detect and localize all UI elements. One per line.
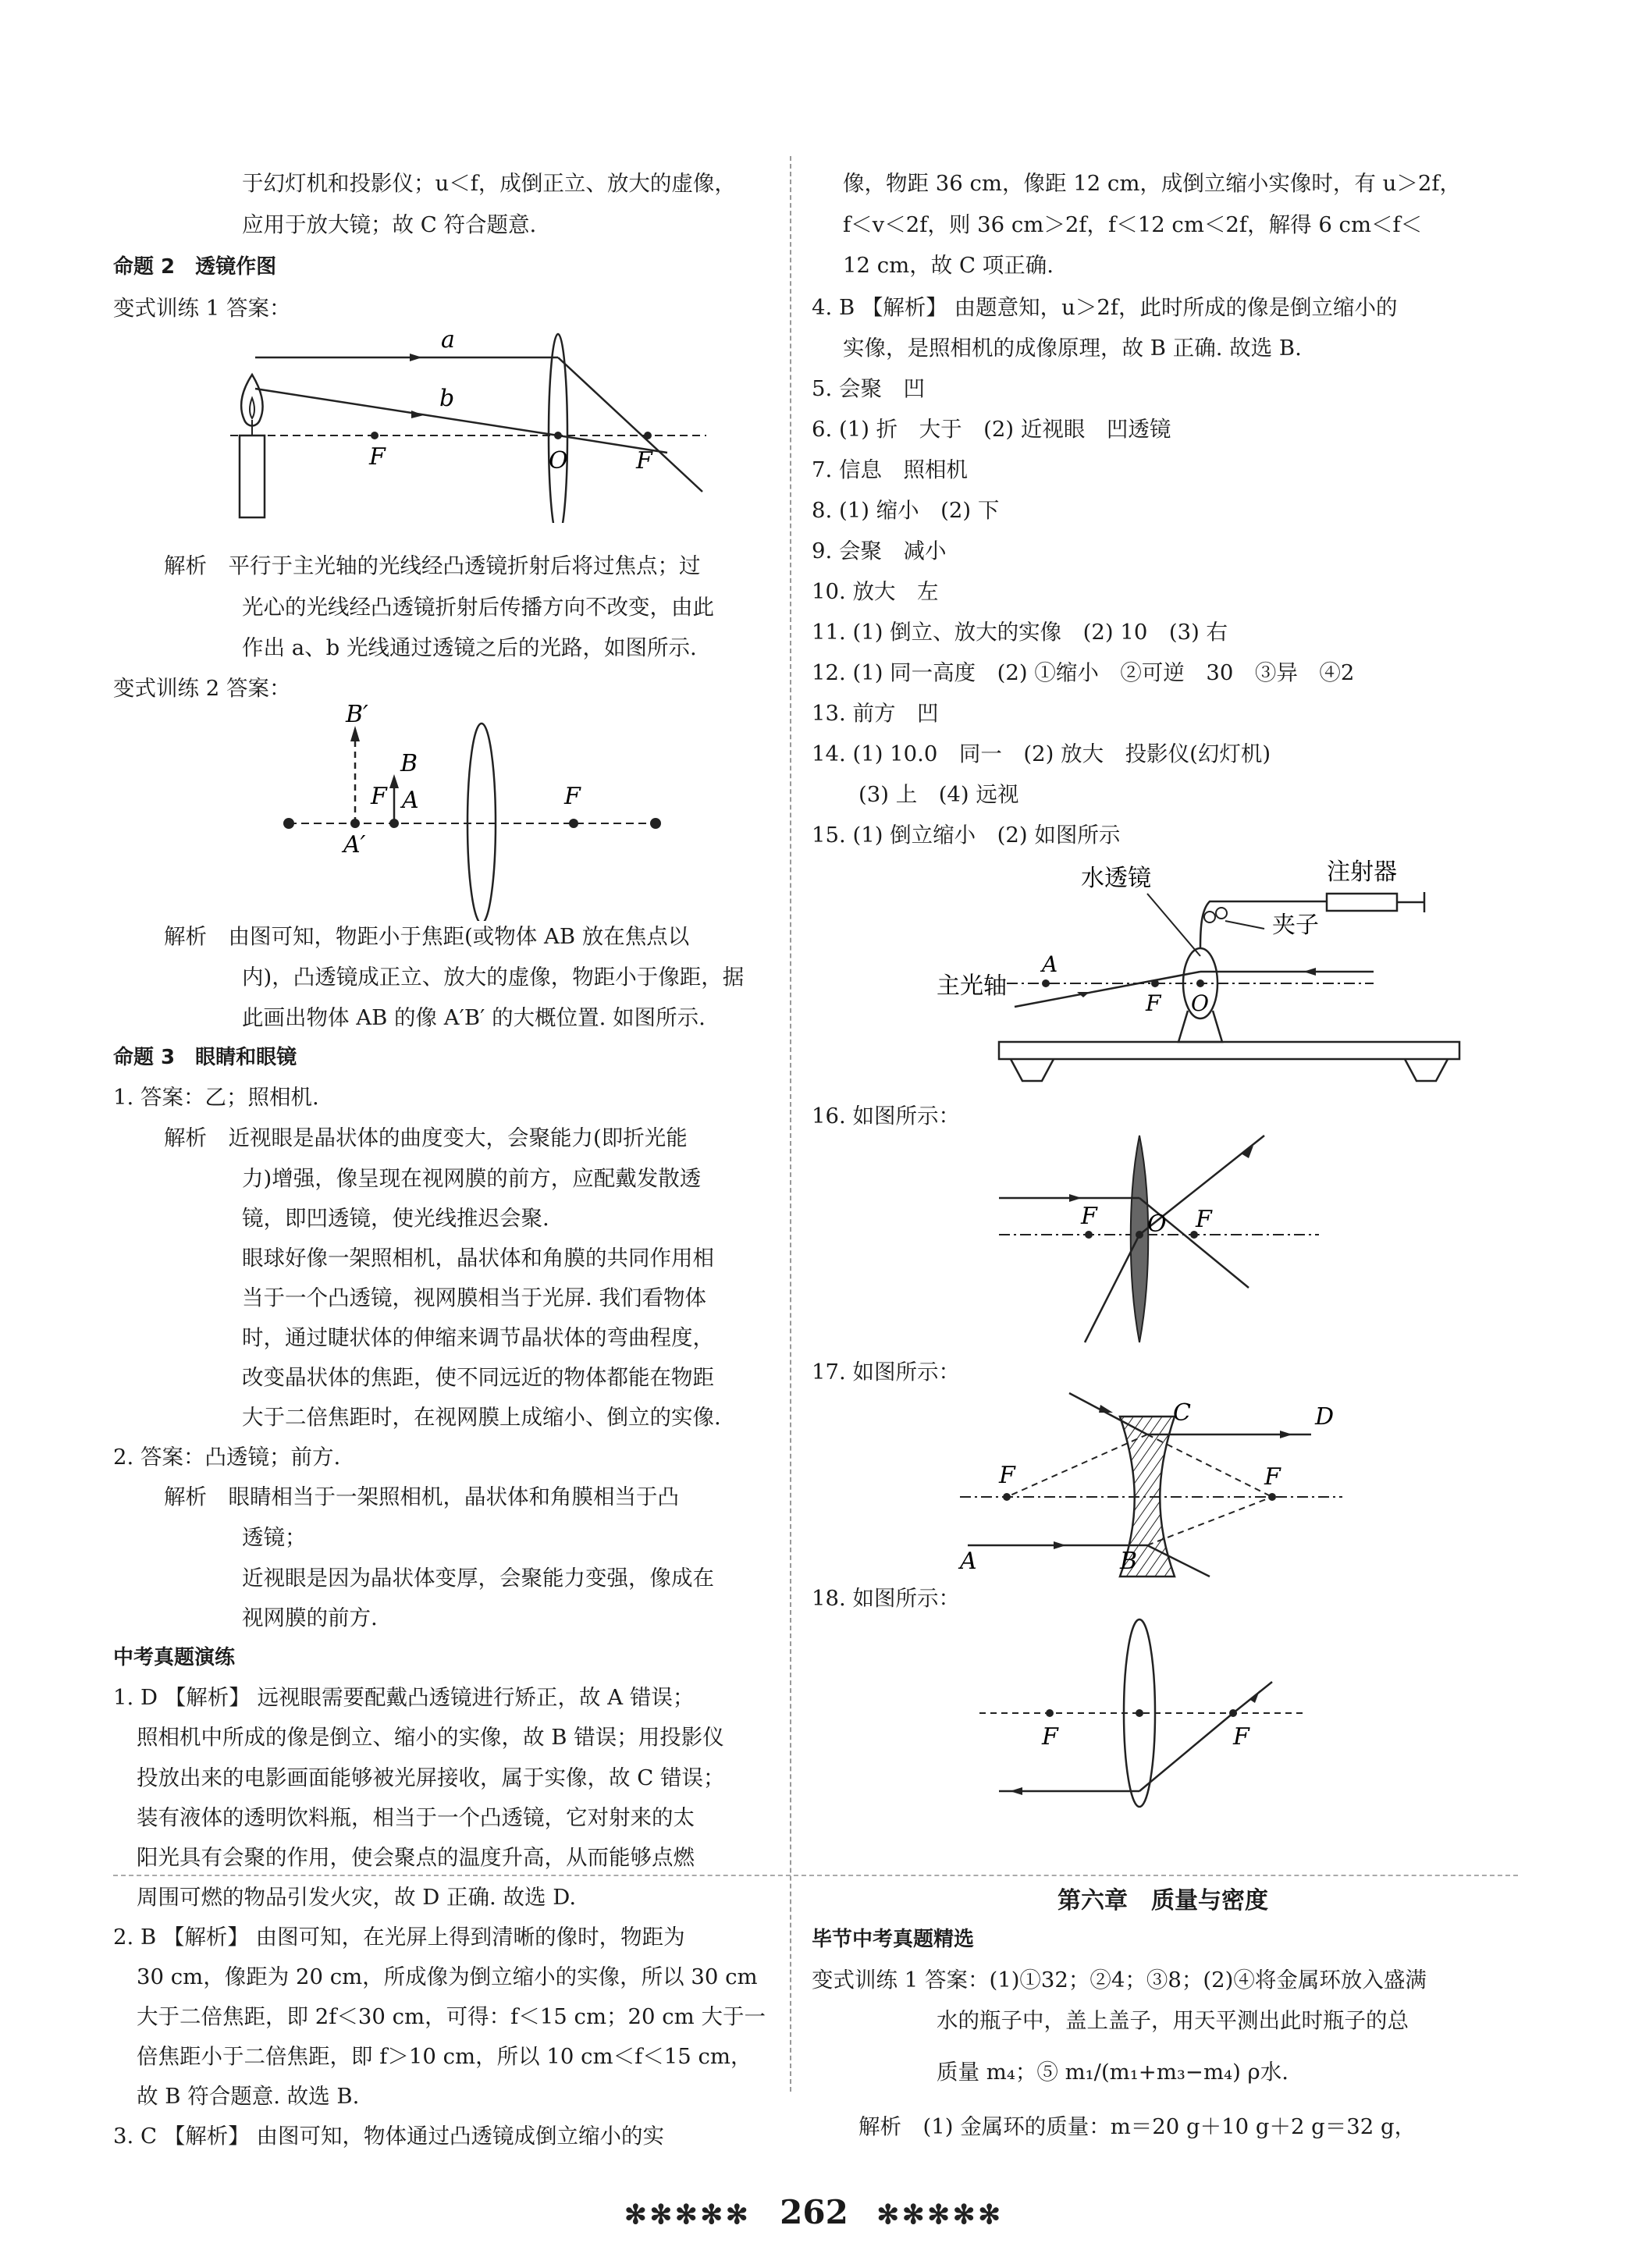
- center-label: O: [549, 447, 568, 475]
- text-line: (3) 上 (4) 远视: [858, 782, 1019, 807]
- text-line: 11. (1) 倒立、放大的实像 (2) 10 (3) 右: [812, 620, 1228, 645]
- convex-lens-diagram-1: [230, 328, 714, 523]
- text-line: 解析 (1) 金属环的质量：m＝20 g＋10 g＋2 g＝32 g，: [858, 2114, 1417, 2139]
- ray-label-a: a: [441, 328, 455, 354]
- text-line: 6. (1) 折 大于 (2) 近视眼 凹透镜: [812, 417, 1171, 442]
- text-line: 变式训练 2 答案：: [113, 676, 291, 701]
- text-line: 14. (1) 10.0 同一 (2) 放大 投影仪(幻灯机): [812, 741, 1271, 766]
- text-line: 15. (1) 倒立缩小 (2) 如图所示: [812, 823, 1121, 848]
- text-line: 投放出来的电影画面能够被光屏接收，属于实像，故 C 错误；: [137, 1765, 725, 1790]
- page-footer: [0, 2193, 1628, 2231]
- focus-label: F: [1233, 1723, 1249, 1751]
- text-line: 10. 放大 左: [812, 579, 939, 604]
- text-line: 解析 近视眼是晶状体的曲度变大，会聚能力(即折光能: [164, 1125, 688, 1150]
- text-line: 解析 平行于主光轴的光线经凸透镜折射后将过焦点；过: [164, 553, 701, 578]
- focus-label: F: [371, 783, 387, 810]
- text-line: 9. 会聚 减小: [812, 539, 947, 563]
- text-line: 变式训练 1 答案：(1)①32；②4；③8；(2)④将金属环放入盛满: [812, 1968, 1427, 1992]
- text-line: 照相机中所成的像是倒立、缩小的实像，故 B 错误；用投影仪: [137, 1725, 724, 1750]
- section-heading: 命题 2 透镜作图: [113, 255, 277, 279]
- text-line: 大于二倍焦距时，在视网膜上成缩小、倒立的实像.: [242, 1405, 721, 1430]
- section-heading: 命题 3 眼睛和眼镜: [113, 1046, 297, 1069]
- focus-label: F: [1042, 1723, 1058, 1751]
- text-line: 近视眼是因为晶状体变厚，会聚能力变强，像成在: [242, 1566, 714, 1591]
- text-line: 光心的光线经凸透镜折射后传播方向不改变，由此: [242, 595, 714, 620]
- text-line: 变式训练 1 答案：: [113, 296, 291, 321]
- object-label: A: [402, 787, 419, 814]
- convex-lens-diagram-18: [976, 1616, 1335, 1818]
- water-lens-diagram: [937, 855, 1467, 1104]
- text-line: 质量 m₄；⑤ m₁/(m₁+m₃−m₄) ρ水.: [937, 2060, 1289, 2085]
- text-line: 故 B 符合题意. 故选 B.: [137, 2084, 360, 2109]
- chapter-title: 第六章 质量与密度: [1057, 1887, 1268, 1914]
- text-line: 4. B 【解析】 由题意知，u＞2f，此时所成的像是倒立缩小的: [812, 295, 1398, 320]
- text-line: 2. B 【解析】 由图可知，在光屏上得到清晰的像时，物距为: [113, 1925, 685, 1950]
- text-line: 倍焦距小于二倍焦距，即 f＞10 cm，所以 10 cm＜f＜15 cm，: [137, 2044, 752, 2069]
- point-label: D: [1315, 1403, 1335, 1431]
- clip-label: 夹子: [1272, 912, 1319, 939]
- syringe-label: 注射器: [1327, 858, 1397, 886]
- focus-label: F: [1146, 990, 1161, 1016]
- text-line: 18. 如图所示：: [812, 1586, 960, 1611]
- text-line: 透镜；: [242, 1525, 307, 1550]
- text-line: 13. 前方 凹: [812, 701, 939, 726]
- text-line: 眼球好像一架照相机，晶状体和角膜的共同作用相: [242, 1246, 714, 1271]
- focus-label: F: [636, 447, 652, 475]
- text-line: 7. 信息 照相机: [812, 457, 968, 482]
- water-lens-label: 水透镜: [1081, 865, 1151, 892]
- axis-label: 主光轴: [937, 972, 1007, 1000]
- center-label: O: [1191, 990, 1209, 1016]
- text-line: 水的瓶子中，盖上盖子，用天平测出此时瓶子的总: [937, 2008, 1409, 2033]
- ray-label-b: b: [439, 385, 455, 412]
- text-line: 像，物距 36 cm，像距 12 cm，成倒立缩小实像时，有 u＞2f，: [843, 171, 1462, 196]
- text-line: 大于二倍焦距，即 2f＜30 cm，可得：f＜15 cm；20 cm 大于一: [137, 2004, 766, 2029]
- section-separator: [113, 1875, 1518, 1876]
- text-line: 12. (1) 同一高度 (2) ①缩小 ②可逆 30 ③异 ④2: [812, 660, 1355, 685]
- focus-label: F: [369, 443, 386, 471]
- point-label: A: [960, 1548, 977, 1575]
- text-line: 阳光具有会聚的作用，使会聚点的温度升高，从而能够点燃: [137, 1845, 695, 1870]
- image-label: A′: [343, 831, 366, 858]
- text-line: 视网膜的前方.: [242, 1605, 378, 1630]
- image-label: B′: [346, 702, 368, 728]
- point-label: B: [1120, 1548, 1138, 1575]
- text-line: 镜，即凹透镜，使光线推迟会聚.: [242, 1206, 549, 1231]
- text-line: 2. 答案：凸透镜；前方.: [113, 1445, 341, 1470]
- text-line: 16. 如图所示：: [812, 1104, 960, 1129]
- text-line: 30 cm，像距为 20 cm，所成像为倒立缩小的实像，所以 30 cm: [137, 1964, 758, 1989]
- focus-label: F: [1264, 1463, 1281, 1491]
- point-label: A: [1042, 951, 1058, 977]
- text-line: 解析 由图可知，物距小于焦距(或物体 AB 放在焦点以: [164, 924, 690, 949]
- convex-lens-diagram-2: [277, 702, 683, 921]
- text-line: f＜v＜2f，则 36 cm＞2f，f＜12 cm＜2f，解得 6 cm＜f＜: [843, 212, 1423, 237]
- concave-lens-diagram-17: [952, 1389, 1358, 1608]
- section-heading: 中考真题演练: [113, 1646, 236, 1669]
- focus-label: F: [564, 783, 581, 810]
- text-line: 5. 会聚 凹: [812, 376, 925, 401]
- center-label: O: [1147, 1210, 1167, 1238]
- column-divider: [790, 156, 791, 2092]
- text-line: 时，通过睫状体的伸缩来调节晶状体的弯曲程度，: [242, 1325, 714, 1350]
- text-line: 应用于放大镜；故 C 符合题意.: [242, 212, 537, 237]
- focus-label: F: [999, 1462, 1015, 1489]
- text-line: 3. C 【解析】 由图可知，物体通过凸透镜成倒立缩小的实: [113, 2124, 665, 2149]
- text-line: 作出 a、b 光线通过透镜之后的光路，如图所示.: [242, 635, 697, 660]
- point-label: C: [1173, 1399, 1191, 1427]
- section-heading: 毕节中考真题精选: [812, 1928, 975, 1951]
- text-line: 周围可燃的物品引发火灾，故 D 正确. 故选 D.: [137, 1885, 577, 1910]
- footer-decoration: ✻✻✻✻✻: [624, 2199, 752, 2231]
- text-line: 1. D 【解析】 远视眼需要配戴凸透镜进行矫正，故 A 错误；: [113, 1685, 695, 1710]
- text-line: 于幻灯机和投影仪；u＜f，成倒正立、放大的虚像，: [242, 171, 736, 196]
- convex-lens-diagram-16: [991, 1132, 1350, 1366]
- focus-label: F: [1081, 1203, 1097, 1230]
- text-line: 装有液体的透明饮料瓶，相当于一个凸透镜，它对射来的太: [137, 1805, 695, 1830]
- text-line: 1. 答案：乙；照相机.: [113, 1085, 319, 1110]
- text-line: 17. 如图所示：: [812, 1360, 960, 1385]
- text-line: 内)，凸透镜成正立、放大的虚像，物距小于像距，据: [242, 965, 745, 990]
- text-line: 12 cm，故 C 项正确.: [843, 253, 1054, 278]
- text-line: 力)增强，像呈现在视网膜的前方，应配戴发散透: [242, 1166, 702, 1191]
- object-label: B: [400, 750, 418, 777]
- footer-decoration: ✻✻✻✻✻: [876, 2199, 1004, 2231]
- text-line: 当于一个凸透镜，视网膜相当于光屏. 我们看物体: [242, 1285, 706, 1310]
- page-number: 262: [780, 2193, 848, 2231]
- text-line: 解析 眼睛相当于一架照相机，晶状体和角膜相当于凸: [164, 1484, 679, 1509]
- text-line: 8. (1) 缩小 (2) 下: [812, 498, 1000, 523]
- focus-label: F: [1196, 1206, 1212, 1233]
- text-line: 此画出物体 AB 的像 A′B′ 的大概位置. 如图所示.: [242, 1005, 706, 1030]
- text-line: 实像，是照相机的成像原理，故 B 正确. 故选 B.: [843, 336, 1302, 361]
- text-line: 改变晶状体的焦距，使不同远近的物体都能在物距: [242, 1365, 714, 1390]
